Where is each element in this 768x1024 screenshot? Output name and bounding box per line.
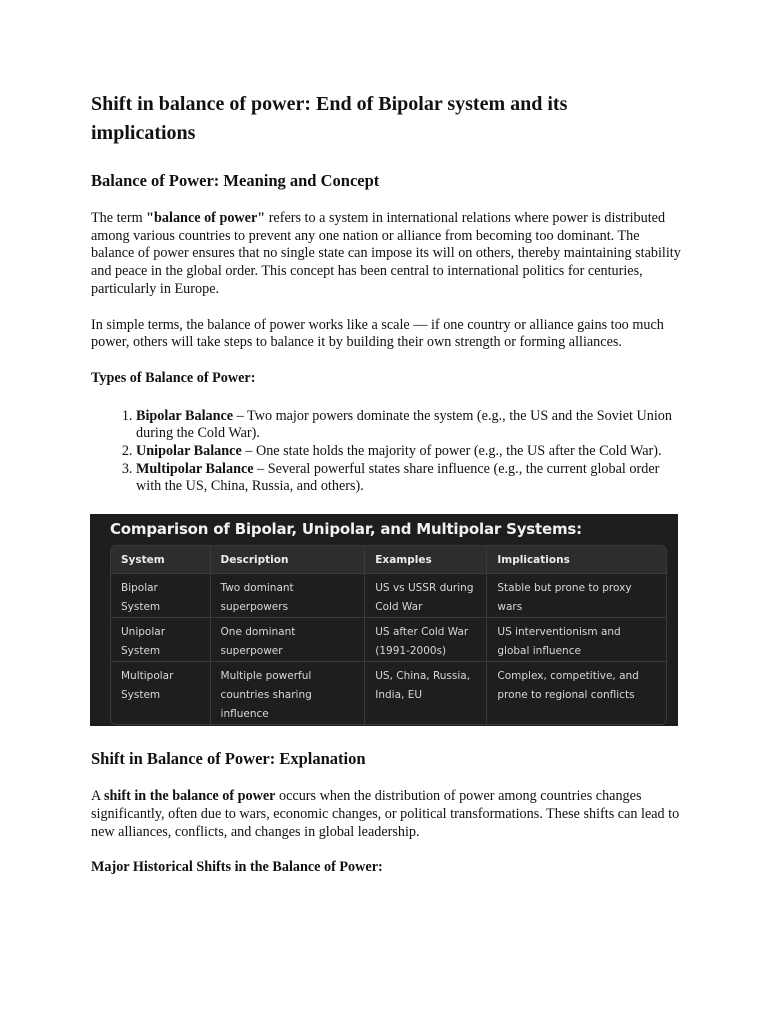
table-cell: Stable but prone to proxy wars (487, 574, 666, 618)
table-cell: Multiple powerful countries sharing influence (211, 662, 366, 724)
section-heading-shift: Shift in Balance of Power: Explanation (91, 749, 366, 769)
column-header: Implications (487, 546, 666, 574)
table-row (111, 618, 666, 662)
comparison-table-title: Comparison of Bipolar, Unipolar, and Multipolar Systems: (110, 520, 582, 539)
table-cell: Unipolar System (111, 618, 211, 662)
type-term: Multipolar Balance (136, 460, 254, 477)
table-cell: One dominant superpower (211, 618, 366, 662)
type-description: – One state holds the majority of power (e.g., the US after the Cold War). (241, 443, 662, 460)
type-description: – Two major powers dominate the system (e.g., the US and the Soviet Union during the Cold War). (136, 407, 672, 442)
list-item (136, 461, 681, 496)
table-cell: US vs USSR during Cold War (365, 574, 487, 618)
comparison-table-image (90, 514, 678, 726)
comparison-table (110, 545, 667, 725)
table-cell: Two dominant superpowers (211, 574, 366, 618)
paragraph-simple-terms: In simple terms, the balance of power works like a scale — if one country or alliance gains too much power, others will take steps to balance it by building their own strength or forming alliances. (91, 316, 664, 351)
types-heading: Types of Balance of Power: (91, 369, 256, 386)
table-cell: US after Cold War (1991-2000s) (365, 618, 487, 662)
document-content (91, 90, 681, 897)
list-item (136, 408, 681, 443)
document-title: Shift in balance of power: End of Bipolar system and its implications (91, 93, 568, 144)
column-header: Examples (365, 546, 487, 574)
definition-text: refers to a system in international relations where power is distributed among various countries to prevent any one nation or alliance from becoming too dominant. The balance of power ensures that no single state can impose its will on others, thereby maintaining stability and peace in the global order. This concept has been central to international politics for centuries, particularly in Europe. (91, 210, 681, 297)
paragraph-definition (91, 210, 681, 299)
table-cell: Multipolar System (111, 662, 211, 724)
list-item (136, 443, 681, 461)
shift-prefix: A (91, 788, 105, 805)
type-description: – Several powerful states share influence (e.g., the current global order with the US, China, Russia, and others). (136, 460, 660, 495)
table-cell: Bipolar System (111, 574, 211, 618)
definition-term: "balance of power" (146, 210, 266, 226)
column-header: System (111, 546, 211, 574)
type-term: Unipolar Balance (136, 443, 242, 460)
section-heading-meaning: Balance of Power: Meaning and Concept (91, 171, 380, 190)
column-header: Description (211, 546, 366, 574)
definition-prefix: The term (91, 210, 147, 226)
types-list (91, 408, 681, 497)
shift-term: shift in the balance of power (104, 788, 276, 805)
paragraph-shift-definition (91, 788, 681, 841)
type-term: Bipolar Balance (136, 407, 234, 424)
table-header-row (111, 546, 666, 574)
table-cell: Complex, competitive, and prone to regional conflicts (497, 670, 639, 702)
shift-text: occurs when the distribution of power among countries changes significantly, often due to wars, economic changes, or political transformations. These shifts can lead to new alliances, conflicts, and changes in global leadership. (91, 788, 680, 840)
table-cell: US interventionism and global influence (487, 618, 666, 662)
table-cell: US, China, Russia, India, EU (365, 662, 487, 724)
table-row (111, 662, 666, 724)
table-row (111, 574, 666, 618)
major-shifts-heading: Major Historical Shifts in the Balance of Power: (91, 859, 383, 876)
